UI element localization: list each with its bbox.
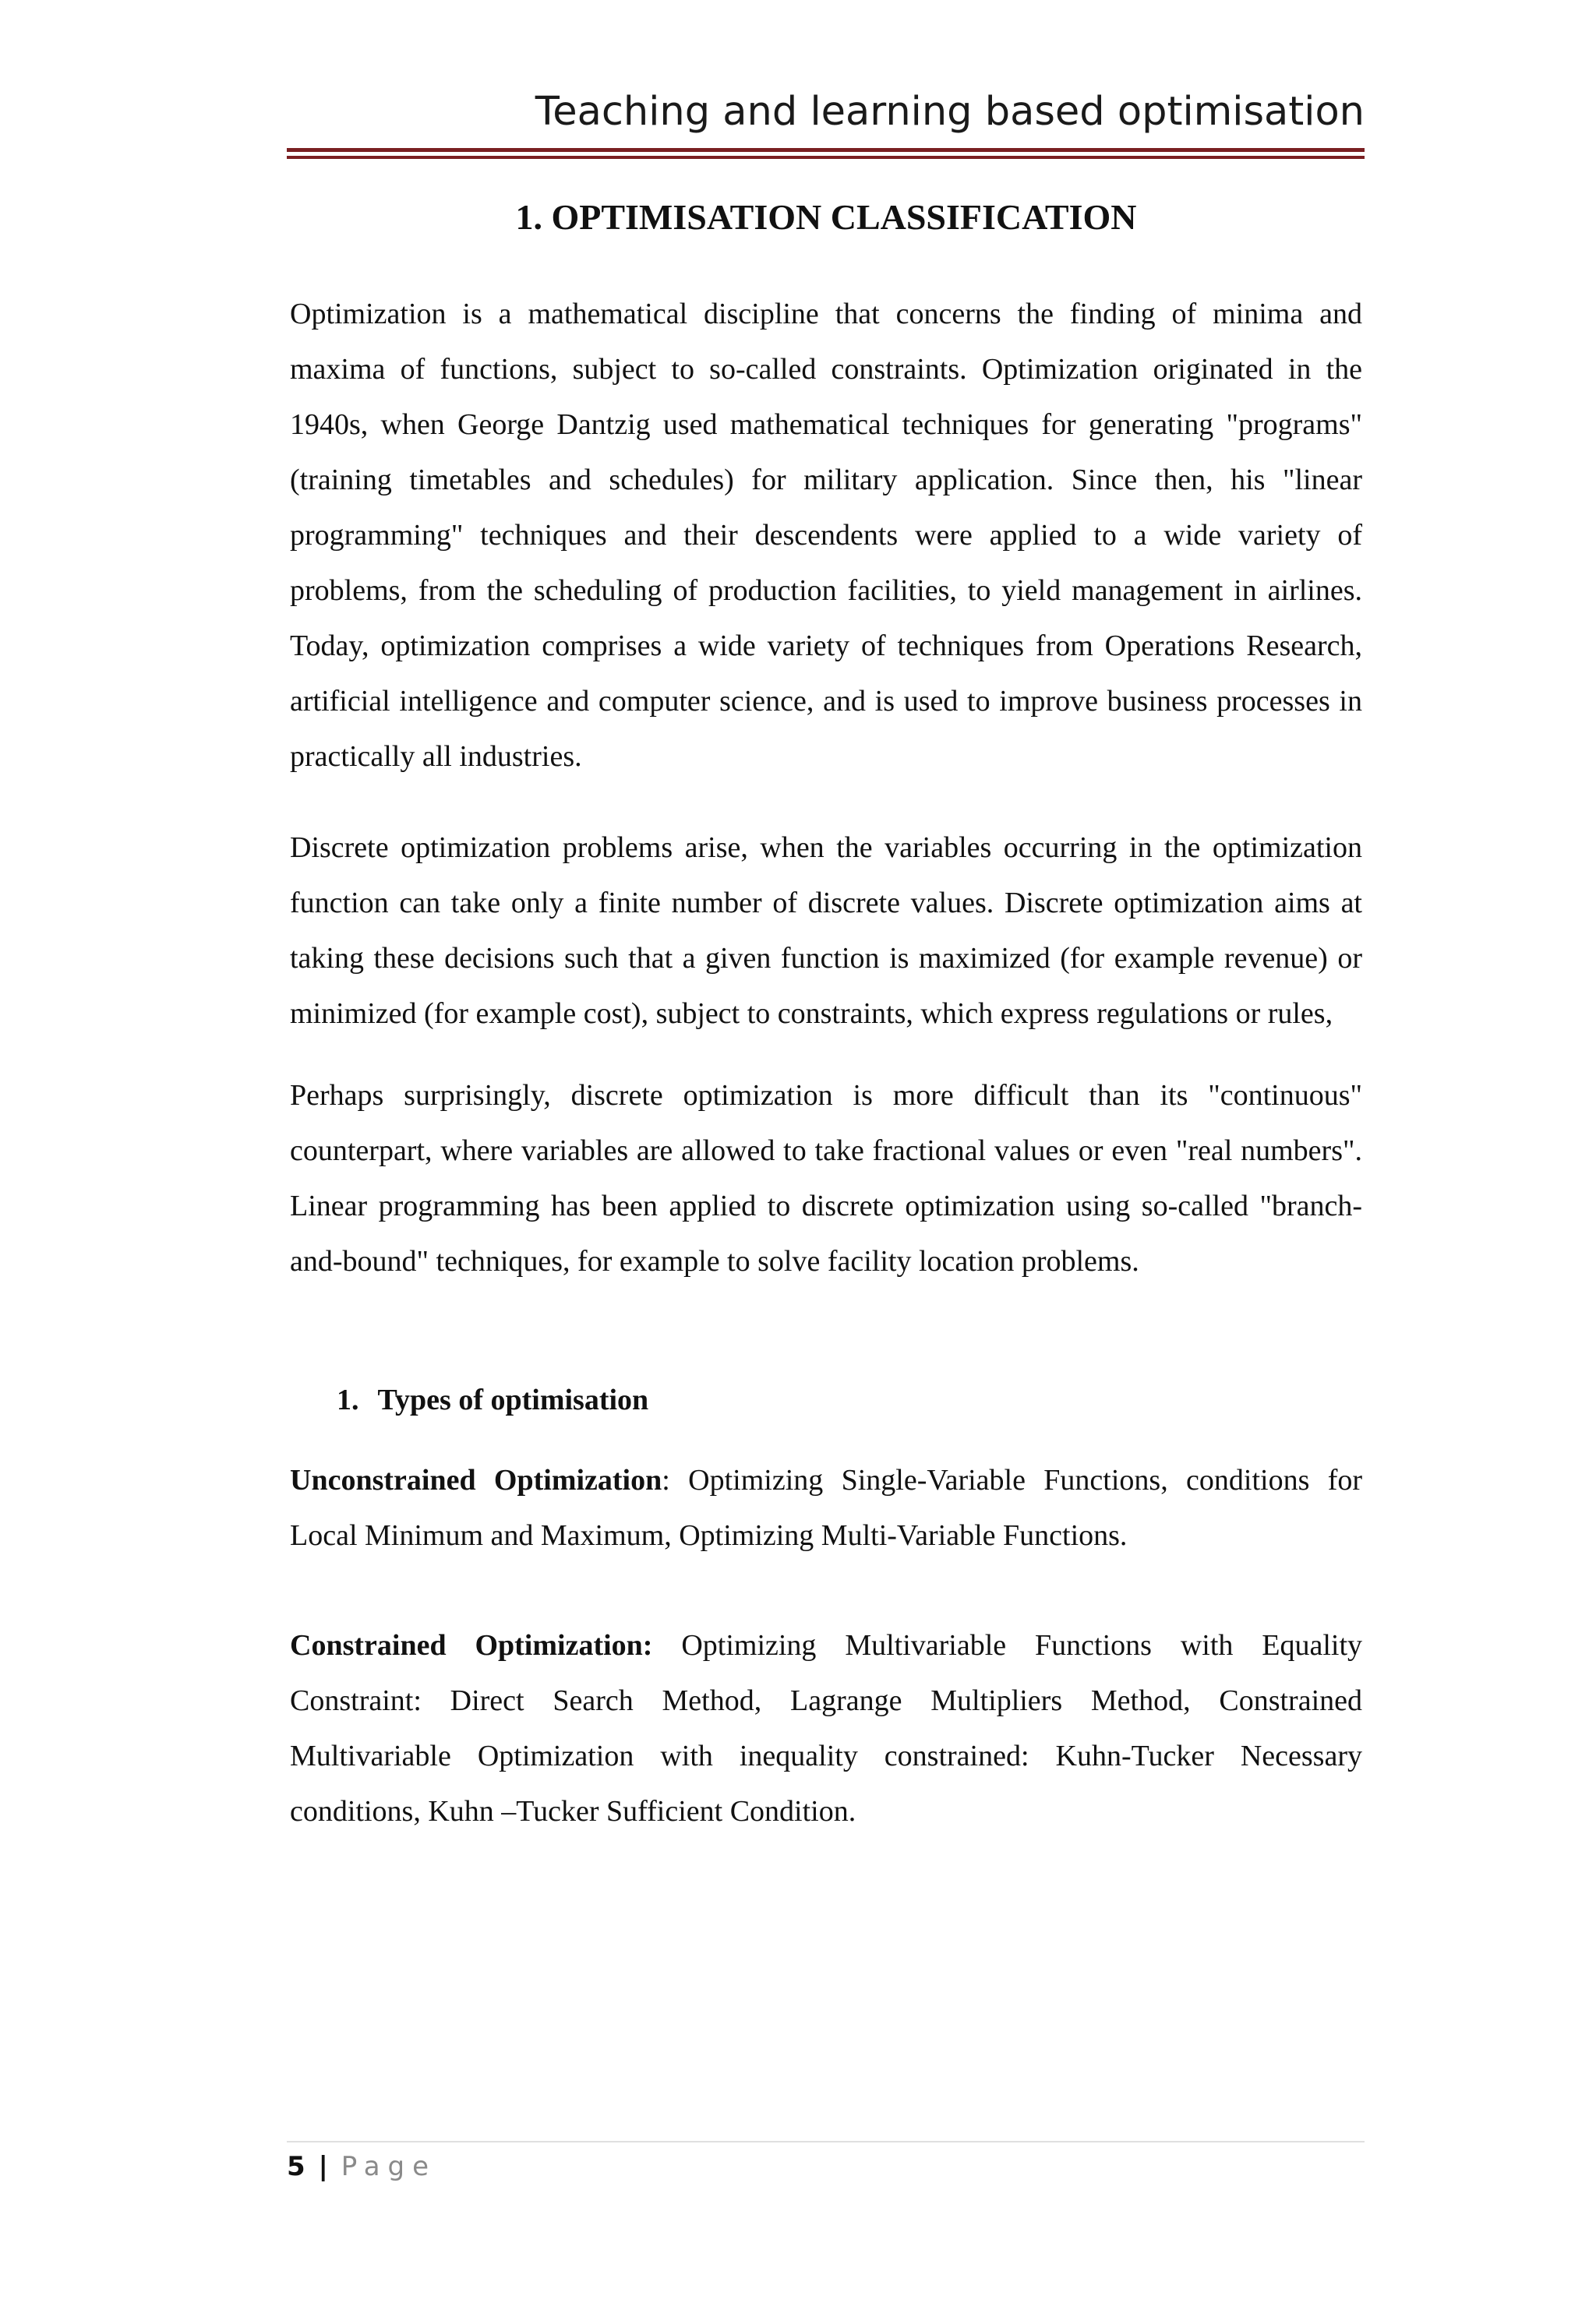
paragraph-intro: Optimization is a mathematical discipline that concerns the finding of minima and maxima of functions, subject to so-called constraints. Optimization originated in the 1940s, when George Dantzig used mathematical techniques for generating "programs" (training timetables and schedules) for military application. Since then, his "linear programming" techniques and their descendents were applied to a wide variety of problems, from the scheduling of production facilities, to yield management in airlines. Today, optimization comprises a wide variety of techniques from Operations Research, artificial intelligence and computer science, and is used to improve business processes in practically all industries. <box>290 297 1362 773</box>
section-heading <box>290 1383 1362 1417</box>
header-rule-bottom <box>287 156 1365 159</box>
definition-term: Constrained Optimization: <box>290 1628 653 1662</box>
section-number: 1. <box>337 1383 359 1416</box>
page-number: 5 <box>287 2151 305 2182</box>
footer-rule <box>287 2141 1365 2142</box>
definition-constrained <box>290 1618 1362 1839</box>
paragraph-discrete: Discrete optimization problems arise, when the variables occurring in the optimization function can take only a finite number of discrete values. Discrete optimization aims at taking these decisions such that a given function is maximized (for example revenue) or minimized (for example cost), subject to constraints, which express regulations or rules, <box>290 831 1362 1030</box>
header-rule-top <box>287 148 1365 152</box>
definition-unconstrained <box>290 1453 1362 1564</box>
definition-separator: : <box>662 1463 670 1497</box>
footer-separator: | <box>318 2151 328 2182</box>
page-content <box>290 195 1362 1839</box>
definition-text: Optimizing Multivariable Functions with Equality Constraint: Direct Search Method, Lagrange Multipliers Method, Constrained Multivariable Optimization with inequality constrained: Kuhn-Tucker Necessary conditions, Kuhn –Tucker Sufficient Condition. <box>290 1628 1363 1828</box>
definition-term: Unconstrained Optimization <box>290 1463 662 1497</box>
definition-text: Optimizing Single-Variable Functions, conditions for Local Minimum and Maximum, Optimizing Multi-Variable Functions. <box>290 1463 1362 1552</box>
page-label: Page <box>341 2151 437 2182</box>
running-header-title: Teaching and learning based optimisation <box>535 89 1365 135</box>
page-footer <box>287 2150 436 2183</box>
page-title: 1. OPTIMISATION CLASSIFICATION <box>515 197 1137 237</box>
section-title: Types of optimisation <box>377 1383 649 1416</box>
paragraph-continuous: Perhaps surprisingly, discrete optimization is more difficult than its "continuous" counterpart, where variables are allowed to take fractional values or even "real numbers". Linear programming has been applied to discrete optimization using so-called "branch-and-bound" techniques, for example to solve facility location problems. <box>290 1078 1362 1278</box>
